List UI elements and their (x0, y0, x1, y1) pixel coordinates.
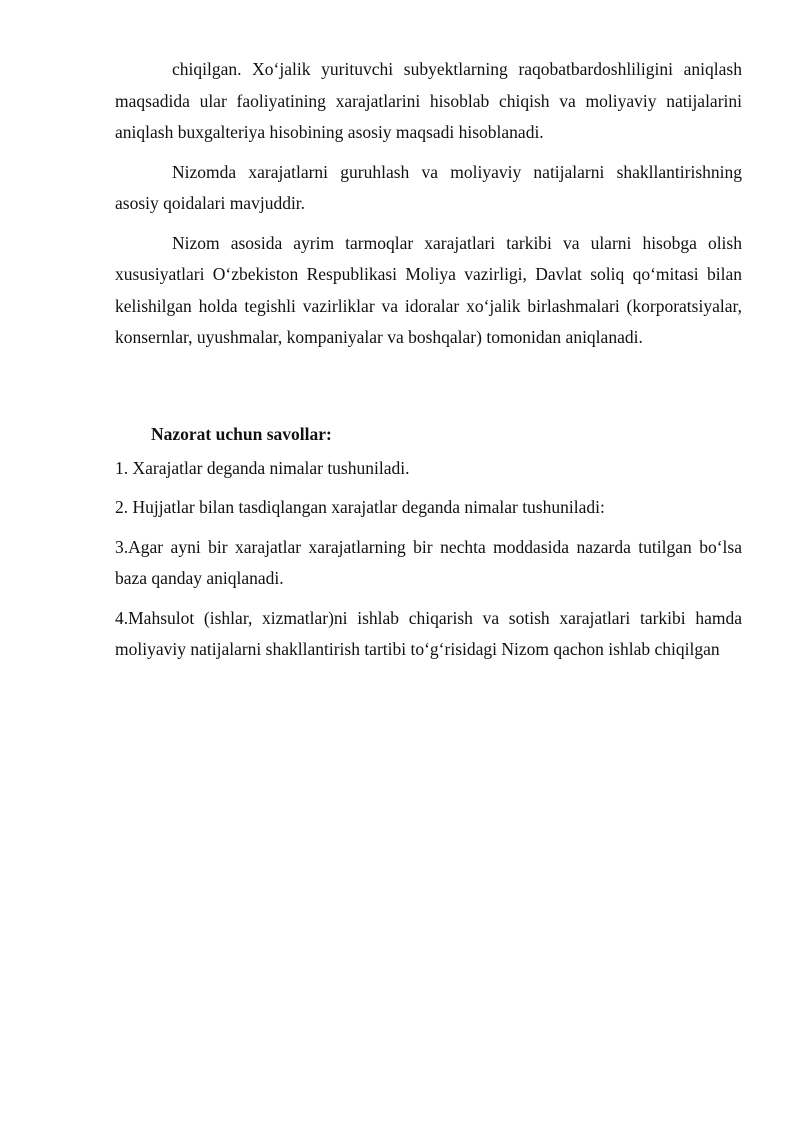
section-spacer (115, 354, 742, 420)
body-paragraph-2: Nizomda xarajatlarni guruhlash va moliyaviy natijalarni shakllantirishning asosiy qoidalari mavjuddir. (115, 161, 742, 213)
question-4: 4.Mahsulot (ishlar, xizmatlar)ni ishlab chiqarish va sotish xarajatlari tarkibi hamda moliyaviy natijalarni shakllantirish tartibi to‘g‘risidagi Nizom qachon ishlab chiqilgan (115, 607, 742, 659)
question-3: 3.Agar ayni bir xarajatlar xarajatlarning bir nechta moddasida nazarda tutilgan bo‘lsa baza qanday aniqlanadi. (115, 536, 742, 588)
document-body (115, 54, 742, 666)
body-paragraph-3: Nizom asosida ayrim tarmoqlar xarajatlari tarkibi va ularni hisobga olish xususiyatlari O‘zbekiston Respublikasi Moliya vazirligi, Davlat soliq qo‘mitasi bilan kelishilgan holda tegishli vazirliklar va idoralar xo‘jalik birlashmalari (korporatsiyalar, konsernlar, uyushmalar, kompaniyalar va boshqalar) tomonidan aniqlanadi. (115, 232, 742, 347)
questions-heading: Nazorat uchun savollar: (151, 423, 332, 444)
question-1: 1. Xarajatlar deganda nimalar tushuniladi. (115, 457, 410, 478)
body-paragraph-1: chiqilgan. Xo‘jalik yurituvchi subyektlarning raqobatbardoshliligini aniqlash maqsadida ular faoliyatining xarajatlarini hisoblab chiqish va moliyaviy natijalarini aniqlash buxgalteriya hisobining asosiy maqsadi hisoblanadi. (115, 59, 742, 142)
question-2: 2. Hujjatlar bilan tasdiqlangan xarajatlar deganda nimalar tushuniladi: (115, 497, 605, 517)
